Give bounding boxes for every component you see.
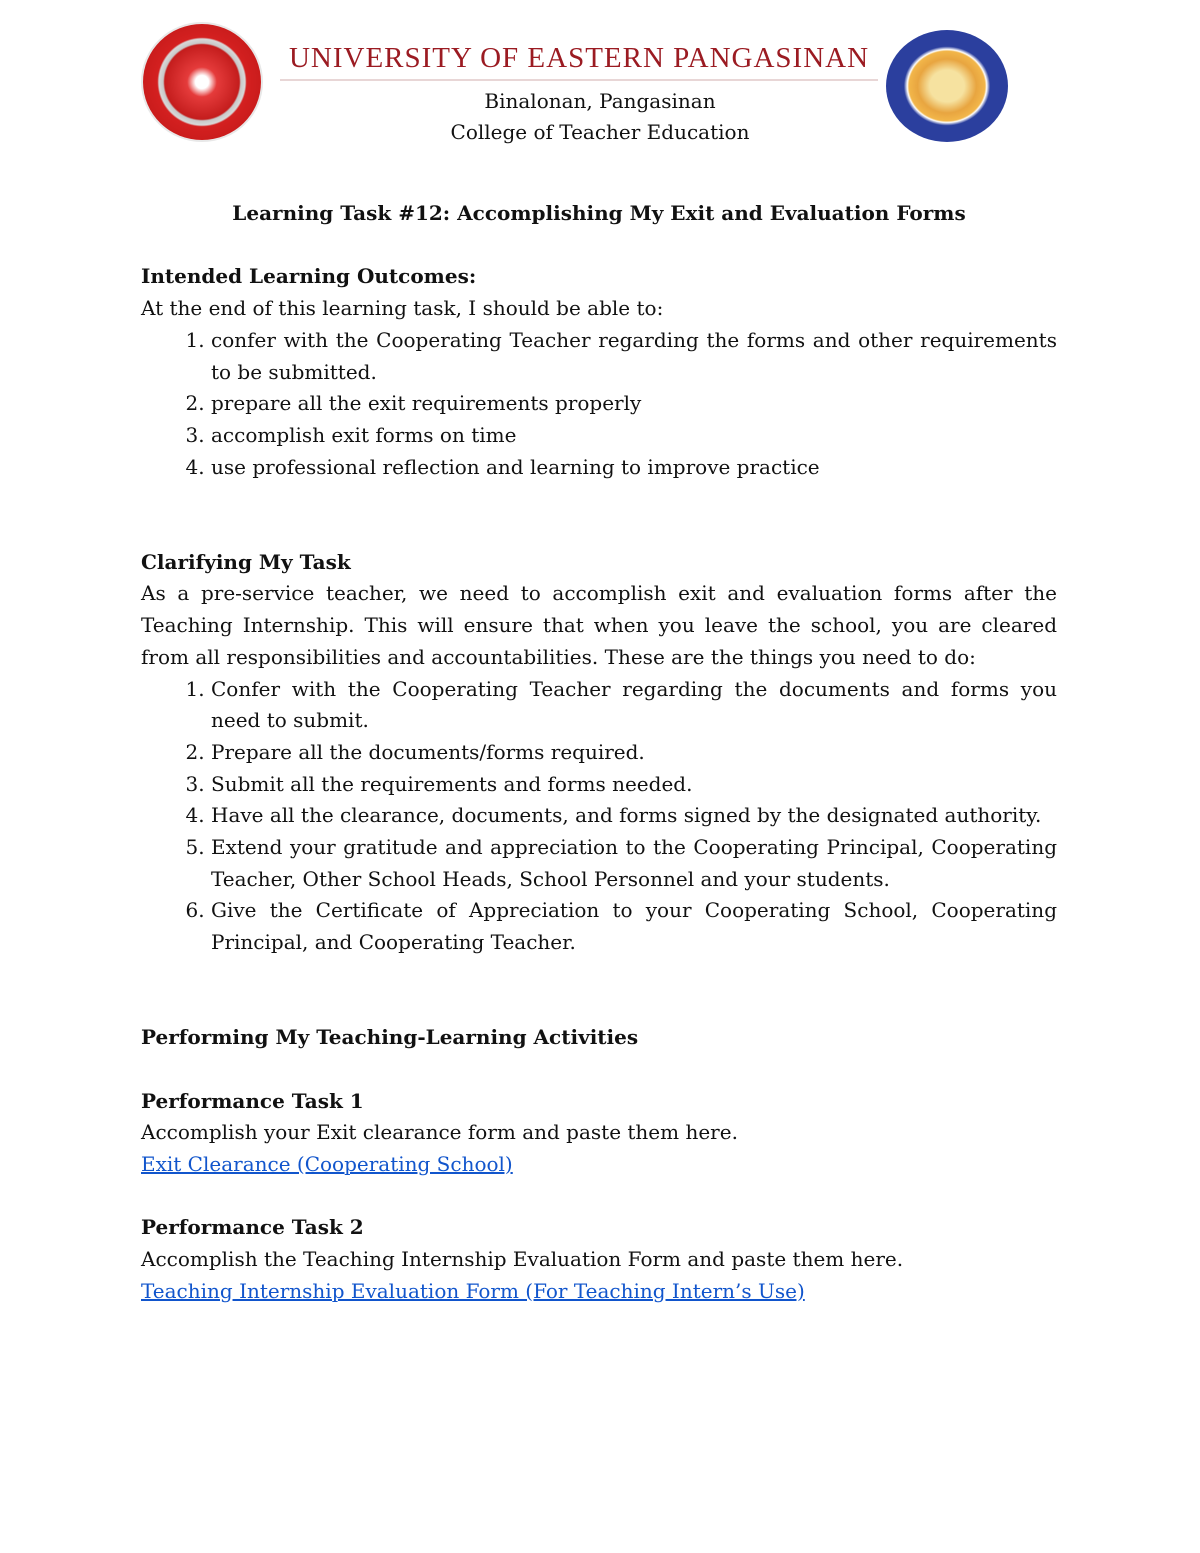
list-item: 4. use professional reflection and learning to improve practice xyxy=(211,452,1057,484)
ilo-list xyxy=(141,325,1057,484)
list-item: 4. Have all the clearance, documents, and forms signed by the designated authority. xyxy=(211,800,1057,832)
exit-clearance-link[interactable]: Exit Clearance (Cooperating School) xyxy=(141,1152,513,1176)
list-item: 3. accomplish exit forms on time xyxy=(211,420,1057,452)
evaluation-form-link[interactable]: Teaching Internship Evaluation Form (For Teaching Intern’s Use) xyxy=(141,1278,805,1303)
task-1-text: Accomplish your Exit clearance form and paste them here. xyxy=(141,1120,738,1145)
ilo-heading: Intended Learning Outcomes: xyxy=(141,264,477,289)
college-name: College of Teacher Education xyxy=(450,120,750,144)
location: Binalonan, Pangasinan xyxy=(484,89,716,113)
university-seal-logo xyxy=(143,24,261,140)
list-item: 1. confer with the Cooperating Teacher regarding the forms and other requirements to be submitted. xyxy=(211,325,1057,388)
list-item: 2. Prepare all the documents/forms required. xyxy=(211,737,1057,769)
task-1-heading: Performance Task 1 xyxy=(141,1088,364,1113)
list-item: 3. Submit all the requirements and forms needed. xyxy=(211,769,1057,801)
list-item: 5. Extend your gratitude and appreciation to the Cooperating Principal, Cooperating Teacher, Other School Heads, School Personnel and your students. xyxy=(211,832,1057,895)
document-body xyxy=(141,198,1057,1308)
task-2-heading: Performance Task 2 xyxy=(141,1215,364,1240)
performing-heading: Performing My Teaching-Learning Activities xyxy=(141,1025,639,1050)
page-title: Learning Task #12: Accomplishing My Exit and Evaluation Forms xyxy=(232,201,966,225)
clarify-list xyxy=(141,674,1057,959)
clarify-intro: As a pre-service teacher, we need to accomplish exit and evaluation forms after the Teaching Internship. This will ensure that when you leave the school, you are cleared from all responsibilities and accountabilities. These are the things you need to do: xyxy=(141,581,1057,669)
list-item: 2. prepare all the exit requirements properly xyxy=(211,388,1057,420)
university-name: UNIVERSITY OF EASTERN PANGASINAN xyxy=(280,42,878,81)
ilo-intro: At the end of this learning task, I should be able to: xyxy=(141,296,664,321)
list-item: 6. Give the Certificate of Appreciation to your Cooperating School, Cooperating Principal, and Cooperating Teacher. xyxy=(211,895,1057,958)
college-seal-logo xyxy=(886,30,1008,142)
task-2-text: Accomplish the Teaching Internship Evaluation Form and paste them here. xyxy=(141,1247,904,1272)
list-item: 1. Confer with the Cooperating Teacher regarding the documents and forms you need to submit. xyxy=(211,674,1057,737)
clarify-heading: Clarifying My Task xyxy=(141,549,351,574)
